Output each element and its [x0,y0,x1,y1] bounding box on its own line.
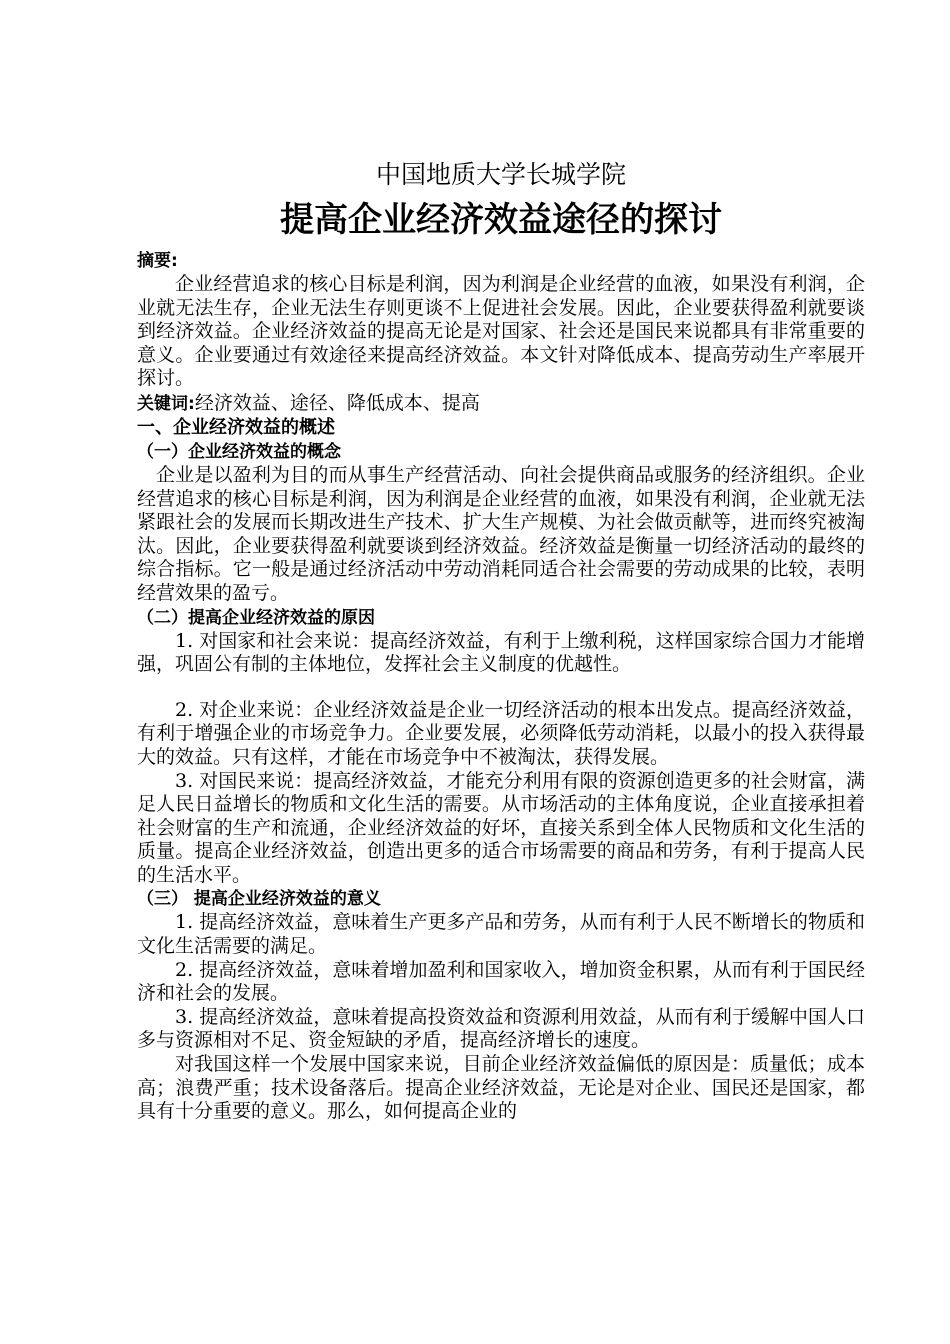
section1-sub3-item-3: 3. 提高经济效益，意味着提高投资效益和资源利用效益，从而有利于缓解中国人口多与资源相对不足、资金短缺的矛盾，提高经济增长的速度。 [137,1005,865,1052]
section1-sub2-item-1: 1. 对国家和社会来说：提高经济效益，有利于上缴利税，这样国家综合国力才能增强，巩固公有制的主体地位，发挥社会主义制度的优越性。 [137,629,865,676]
institution-name: 中国地质大学长城学院 [375,160,626,189]
section1-heading: 一、企业经济效益的概述 [137,416,335,438]
section1-sub2-item-3: 3. 对国民来说：提高经济效益，才能充分利用有限的资源创造更多的社会财富，满足人民日益增长的物质和文化生活的需要。从市场活动的主体角度说，企业直接承担着社会财富的生产和流通，企业经济效益的好坏，直接关系到全体人民物质和文化生活的质量。提高企业经济效益，创造出更多的适合市场需要的商品和劳务，有利于提高人民的生活水平。 [137,769,865,886]
section1-sub3-closing: 对我国这样一个发展中国家来说，目前企业经济效益偏低的原因是：质量低；成本高；浪费严重；技术设备落后。提高企业经济效益，无论是对企业、国民还是国家，都具有十分重要的意义。那么，如何提高企业的 [137,1053,865,1123]
section1-sub3-item-1: 1. 提高经济效益，意味着生产更多产品和劳务，从而有利于人民不断增长的物质和文化生活需要的满足。 [137,911,865,958]
keywords-label: 关键词: [137,393,195,414]
section1-sub1-text: 企业是以盈利为目的而从事生产经营活动、向社会提供商品或服务的经济组织。企业经营追求的核心目标是利润，因为利润是企业经营的血液，如果没有利润，企业就无法紧跟社会的发展而长期改进生产技术、扩大生产规模、为社会做贡献等，进而终究被淘汰。因此，企业要获得盈利就要谈到经济效益。经济效益是衡量一切经济活动的最终的综合指标。它一般是通过经济活动中劳动消耗同适合社会需要的劳动成果的比较，表明经营效果的盈亏。 [137,463,865,604]
document-body [137,160,865,1124]
keywords-line [137,391,865,416]
section1-sub3-item-2: 2. 提高经济效益，意味着增加盈利和国家收入，增加资金积累，从而有利于国民经济和社会的发展。 [137,958,865,1005]
section1-sub3-heading: （三） 提高企业经济效益的意义 [137,889,381,910]
abstract-text: 企业经营追求的核心目标是利润，因为利润是企业经营的血液，如果没有利润，企业就无法生存，企业无法生存则更谈不上促进社会发展。因此，企业要获得盈利就要谈到经济效益。企业经济效益的提高无论是对国家、社会还是国民来说都具有非常重要的意义。企业要通过有效途径来提高经济效益。本文针对降低成本、提高劳动生产率展开探讨。 [137,273,865,390]
blank-line [137,677,865,699]
section1-sub2-item-2: 2. 对企业来说：企业经济效益是企业一切经济活动的根本出发点。提高经济效益，有利于增强企业的市场竞争力。企业要发展，必须降低劳动消耗，以最小的投入获得最大的效益。只有这样，才能在市场竞争中不被淘汰，获得发展。 [137,698,865,768]
section1-sub1-heading: （一）企业经济效益的概念 [137,441,341,462]
document-title: 提高企业经济效益途径的探讨 [280,200,722,240]
section1-sub2-heading: （二）提高企业经济效益的原因 [137,607,375,628]
abstract-label-line [137,248,865,273]
keywords-text: 经济效益、途径、降低成本、提高 [194,391,480,414]
abstract-label: 摘要: [137,251,178,271]
